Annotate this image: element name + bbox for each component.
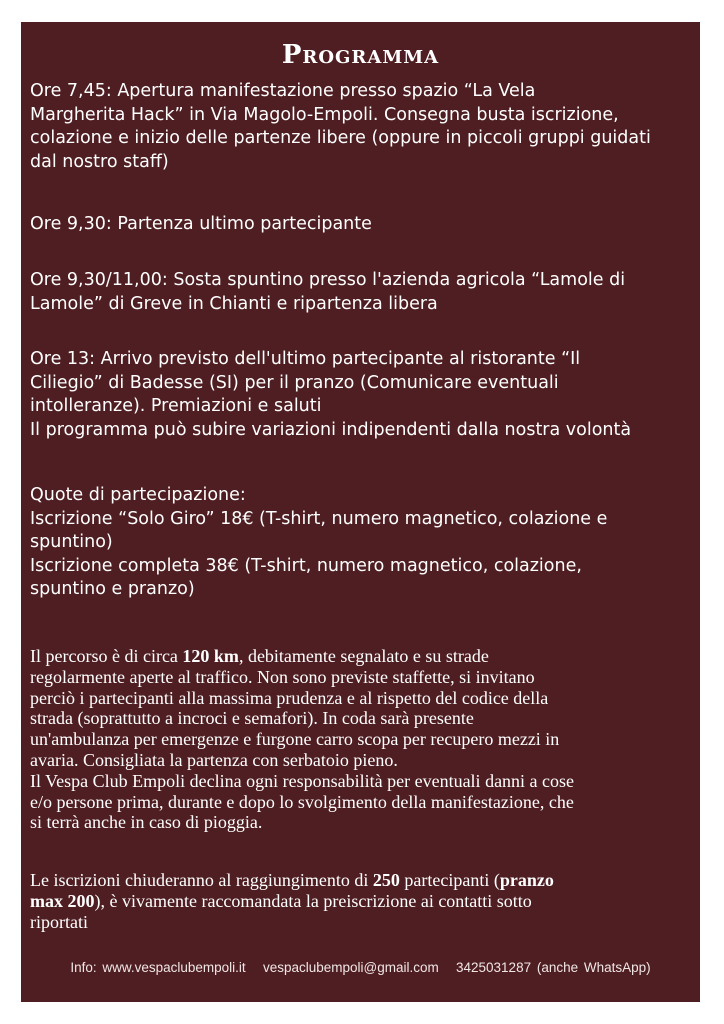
text-span: Il percorso è di circa: [30, 646, 183, 666]
text-line: dal nostro staff): [30, 151, 169, 172]
text-line: strada (soprattutto a incroci e semafori). In coda sarà presente: [30, 708, 474, 729]
text-line: Iscrizione “Solo Giro” 18€ (T-shirt, numero magnetico, colazione e: [30, 508, 608, 529]
phone-number: 3425031287 (anche WhatsApp): [456, 960, 651, 975]
text-line: spuntino): [30, 532, 113, 552]
text-line: Iscrizione completa 38€ (T-shirt, numero magnetico, colazione,: [30, 555, 582, 576]
max-participants: 250: [372, 870, 400, 890]
lunch-max: max 200: [30, 890, 95, 911]
text-line: Ore 9,30: Partenza ultimo partecipante: [30, 214, 372, 234]
text-line: Ore 9,30/11,00: Sosta spuntino presso l'azienda agricola “Lamole di: [30, 270, 626, 290]
text-span: partecipanti (: [399, 870, 500, 890]
text-line: spuntino e pranzo): [30, 579, 195, 599]
text-line: regolarmente aperte al traffico. Non sono previste staffette, si invitano: [30, 666, 535, 687]
lunch-label: pranzo: [499, 870, 554, 890]
text-line: Lamole” di Greve in Chianti e ripartenza libera: [30, 293, 438, 314]
text-line: [30, 646, 690, 667]
quotes-heading: Quote di partecipazione:: [30, 485, 246, 505]
text-line: Margherita Hack” in Via Magolo-Empoli. Consegna busta iscrizione,: [30, 104, 619, 125]
text-line: avaria. Consigliata la partenza con serbatoio pieno.: [30, 749, 398, 770]
text-line: e/o persone prima, durante e dopo lo svolgimento della manifestazione, che: [30, 791, 574, 812]
text-span: , debitamente segnalato e su strade: [238, 646, 489, 666]
schedule-item-0930: [30, 213, 690, 237]
text-line: colazione e inizio delle partenze libere (oppure in piccoli gruppi guidati: [30, 128, 651, 148]
registration-info: [30, 870, 690, 932]
schedule-item-0745: [30, 80, 690, 174]
program-panel: [21, 22, 700, 1002]
text-line: [30, 870, 690, 891]
text-line: Il Vespa Club Empoli declina ogni responsabilità per eventuali danni a cose: [30, 770, 575, 791]
text-line: Ciliegio” di Badesse (SI) per il pranzo (Comunicare eventuali: [30, 372, 559, 393]
website-link[interactable]: Info: www.vespaclubempoli.it: [70, 960, 246, 975]
text-line: intolleranze). Premiazioni e saluti: [30, 396, 322, 416]
text-line: Il programma può subire variazioni indipendenti dalla nostra volontà: [30, 419, 632, 440]
email-link[interactable]: vespaclubempoli@gmail.com: [262, 960, 439, 975]
contact-footer: [21, 960, 700, 975]
text-line: riportati: [30, 911, 88, 932]
text-line: un'ambulanza per emergenze e furgone carro scopa per recupero mezzi in: [30, 729, 560, 750]
text-span: ), è vivamente raccomandata la preiscrizione ai contatti sotto: [94, 890, 532, 911]
text-line: [30, 891, 690, 912]
text-span: Le iscrizioni chiuderanno al raggiungimento di: [30, 870, 373, 890]
text-line: Ore 7,45: Apertura manifestazione presso spazio “La Vela: [30, 81, 536, 101]
quotes-section: [30, 484, 690, 602]
page-title: Programma: [281, 40, 440, 70]
text-line: perciò i partecipanti alla massima prudenza e al rispetto del codice della: [30, 687, 549, 708]
route-info: [30, 646, 690, 833]
schedule-item-1300: [30, 348, 690, 442]
distance-value: 120 km: [182, 646, 239, 666]
text-line: si terrà anche in caso di pioggia.: [30, 812, 263, 833]
schedule-item-snack: [30, 269, 690, 316]
text-line: Ore 13: Arrivo previsto dell'ultimo partecipante al ristorante “Il: [30, 349, 581, 369]
